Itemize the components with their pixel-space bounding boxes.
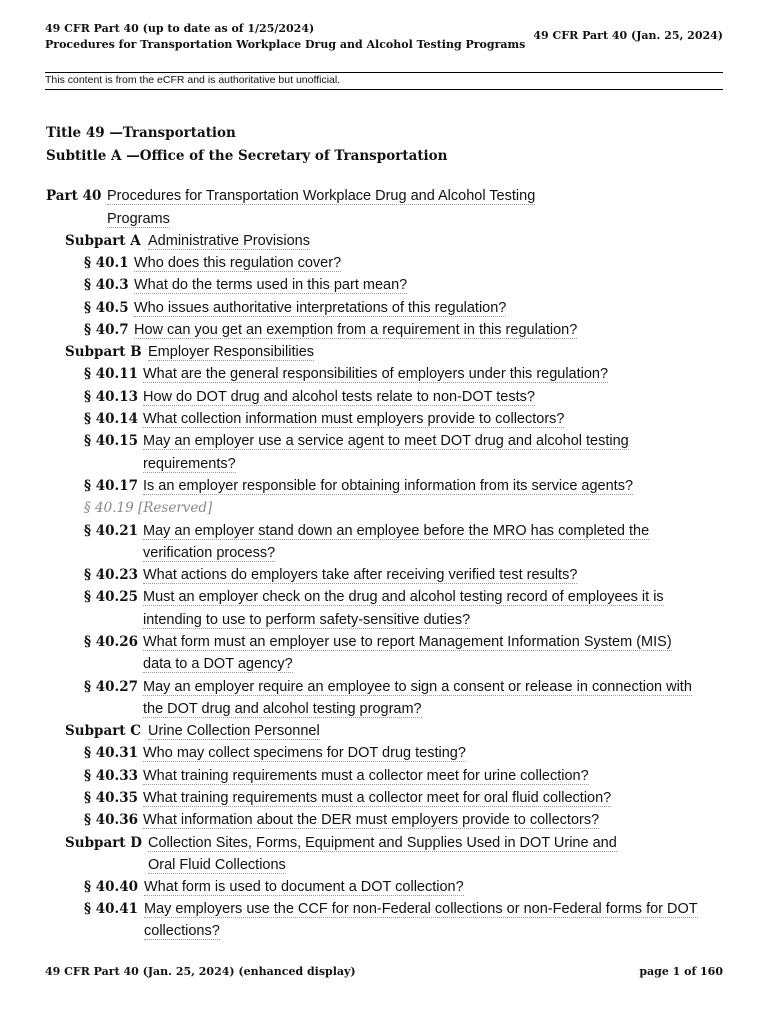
section-entry [0,297,768,319]
sec-label: § 40.15 [84,433,139,450]
sec-label: § 40.14 [84,411,139,427]
section-entry [0,765,768,787]
header-citation: 49 CFR Part 40 (Jan. 25, 2024) [533,29,723,42]
sub-title [148,720,320,742]
section-entry [0,274,768,296]
sub-label: Subpart D [65,834,142,851]
sec-link-line[interactable]: What actions do employers take after receiving verified test results? [143,567,578,584]
sub-label: Subpart C [65,723,141,740]
part-link-line[interactable]: Programs [107,210,170,227]
sec-title [143,631,672,676]
section-entry [0,520,768,565]
subpart-entry [0,832,768,876]
sec-link-line[interactable]: Who issues authoritative interpretations of this regulation? [134,299,507,316]
sec-label: § 40.11 [84,366,139,383]
sec-title [134,274,407,296]
sec-title [143,787,611,809]
subpart-entry [0,341,768,363]
section-entry [0,586,768,631]
sec-label: § 40.17 [84,477,139,494]
title-block [46,122,448,168]
sec-title [143,742,466,764]
sec-link-line[interactable]: intending to use to perform safety-sensitive duties? [143,611,471,628]
sec-label: § 40.35 [84,789,139,806]
sec-link-line[interactable]: Must an employer check on the drug and alcohol testing record of employees it is [143,589,664,606]
sec-label: § 40.3 [84,277,129,294]
sec-link-line[interactable]: requirements? [143,455,236,472]
sec-title [144,898,698,943]
sec-label: § 40.21 [84,522,139,539]
sec-title [143,408,564,430]
section-entry [0,363,768,385]
sub-title [148,341,314,363]
sec-link-line[interactable]: How can you get an exemption from a requirement in this regulation? [134,322,578,338]
section-entry [0,809,768,831]
sec-label: § 40.25 [84,589,139,606]
sec-link-line[interactable]: verification process? [143,544,276,561]
reserved-section-label: § 40.19 [Reserved] [84,500,213,517]
sec-link-line[interactable]: What form is used to document a DOT collection? [144,878,464,895]
sub-link-line[interactable]: Oral Fluid Collections [148,856,286,873]
sec-title [143,676,692,721]
sec-link-line[interactable]: May an employer stand down an employee before the MRO has completed the [143,522,650,539]
sub-label: Subpart A [65,233,141,249]
part-title [107,185,535,230]
sec-label: § 40.31 [84,745,139,762]
sub-link-line[interactable]: Administrative Provisions [148,233,310,249]
footer-citation: 49 CFR Part 40 (Jan. 25, 2024) (enhanced display) [45,965,356,978]
section-entry [0,319,768,341]
header-part-title: Procedures for Transportation Workplace Drug and Alcohol Testing Programs [45,38,526,51]
section-entry [0,876,768,898]
sub-title [148,832,617,876]
section-entry [0,631,768,676]
sec-title [143,765,589,787]
subtitle-heading: Subtitle A —Office of the Secretary of Transportation [46,148,448,164]
sec-title [134,252,341,274]
sec-title [143,520,649,565]
section-entry [0,898,768,943]
sec-title [143,363,608,385]
part-link-line[interactable]: Procedures for Transportation Workplace Drug and Alcohol Testing [107,188,536,204]
sec-link-line[interactable]: Who does this regulation cover? [134,255,342,272]
sub-link-line[interactable]: Urine Collection Personnel [148,723,320,740]
sec-label: § 40.1 [84,255,129,272]
sec-label: § 40.26 [84,634,139,650]
section-entry [0,787,768,809]
subpart-entry [0,720,768,742]
sec-title [143,475,633,497]
sec-link-line[interactable]: What form must an employer use to report Management Information System (MIS) [143,634,672,650]
sec-title [143,809,599,831]
header-rule-bottom [45,89,723,90]
sec-link-line[interactable]: the DOT drug and alcohol testing program? [143,700,422,717]
title-heading: Title 49 —Transportation [46,125,236,141]
section-entry [0,386,768,408]
sec-title [143,430,629,475]
sec-title [144,876,464,898]
sec-link-line[interactable]: Is an employer responsible for obtaining information from its service agents? [143,477,634,494]
sub-title [148,230,310,252]
sec-label: § 40.33 [84,767,139,784]
section-entry [0,676,768,721]
sec-link-line[interactable]: What training requirements must a collector meet for oral fluid collection? [143,789,612,806]
section-entry [0,564,768,586]
page-header [45,21,723,61]
sec-label: § 40.27 [84,678,139,695]
sec-link-line[interactable]: data to a DOT agency? [143,656,293,673]
sec-link-line[interactable]: What training requirements must a collector meet for urine collection? [143,767,589,784]
sec-link-line[interactable]: collections? [144,923,220,940]
sec-link-line[interactable]: What are the general responsibilities of employers under this regulation? [143,366,609,383]
part-label: Part 40 [46,188,102,204]
sec-link-line[interactable]: What collection information must employers provide to collectors? [143,411,565,427]
sec-title [134,319,577,341]
section-entry-reserved [0,497,768,519]
sec-link-line[interactable]: What information about the DER must employers provide to collectors? [143,812,600,829]
sec-label: § 40.7 [84,322,129,338]
header-rule-top [45,72,723,73]
section-entry [0,475,768,497]
sec-label: § 40.23 [84,567,139,584]
page-number: page 1 of 160 [639,965,723,978]
sec-link-line[interactable]: How do DOT drug and alcohol tests relate to non-DOT tests? [143,388,535,405]
section-entry [0,742,768,764]
sec-link-line[interactable]: What do the terms used in this part mean? [134,277,408,294]
part-entry [0,185,768,230]
sec-title [143,386,535,408]
sec-title [143,586,664,631]
sec-link-line[interactable]: May an employer use a service agent to meet DOT drug and alcohol testing [143,433,629,450]
section-entry [0,430,768,475]
sec-label: § 40.40 [84,878,139,895]
authority-notice: This content is from the eCFR and is authoritative but unofficial. [45,74,341,86]
sub-link-line[interactable]: Employer Responsibilities [148,344,315,361]
sec-link-line[interactable]: May employers use the CCF for non-Federal collections or non-Federal forms for DOT [144,901,698,917]
subpart-entry [0,230,768,252]
sec-title [143,564,577,586]
sec-label: § 40.5 [84,299,129,316]
sub-label: Subpart B [65,344,142,361]
sec-link-line[interactable]: May an employer require an employee to sign a consent or release in connection with [143,678,692,695]
sub-link-line[interactable]: Collection Sites, Forms, Equipment and Supplies Used in DOT Urine and [148,834,617,851]
sec-label: § 40.13 [84,388,139,405]
sec-title [134,297,506,319]
header-currency-line: 49 CFR Part 40 (up to date as of 1/25/2024) [45,22,315,35]
sec-label: § 40.41 [84,901,139,917]
section-entry [0,408,768,430]
section-entry [0,252,768,274]
sec-link-line[interactable]: Who may collect specimens for DOT drug testing? [143,745,466,762]
sec-label: § 40.36 [84,812,139,829]
